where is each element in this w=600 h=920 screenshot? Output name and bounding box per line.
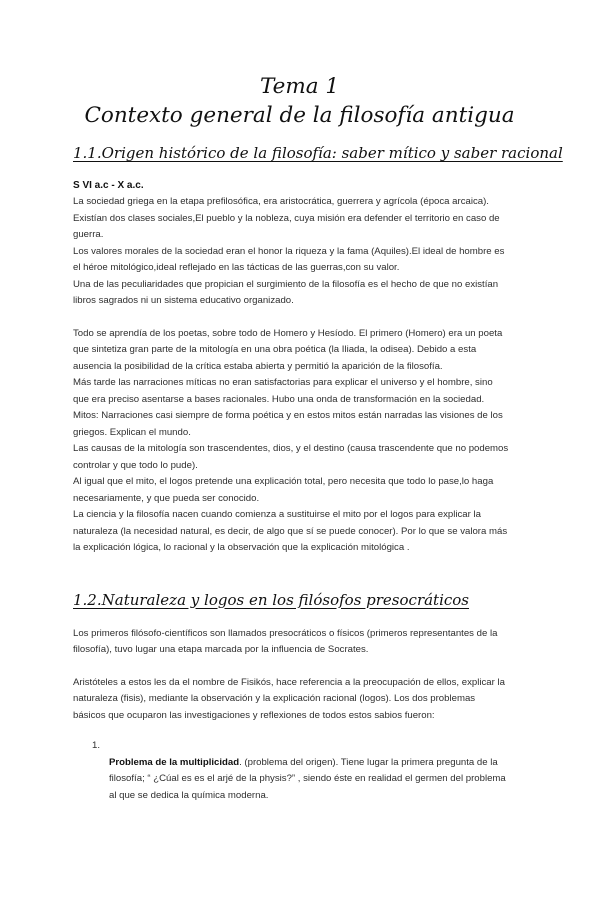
section-2-paragraph-2: Aristóteles a estos les da el nombre de Fisikós, hace referencia a la preocupación de ellos, explicar la naturaleza (fisis), mediante la observación y la explicación racional (logos). Los dos problemas básicos que ocuparon las investigaciones y reflexiones de todos estos sabios fueron: xyxy=(73,676,505,721)
list-item xyxy=(73,738,526,804)
list-item-number: 1. xyxy=(92,740,101,751)
section-1-paragraph-2: Todo se aprendía de los poetas, sobre todo de Homero y Hesíodo. El primero (Homero) era un poeta que sintetiza gran parte de la mitología en una obra poética (la Iliada, la odisea). Debido a esta ausencia la posibilidad de la crítica estaba abierta y permitió la aparición de la filosofía. Más tarde las narraciones míticas no eran satisfactorias para explicar el universo y el hombre, sino que era preciso asentarse a bases racionales. Hubo una onda de transformación en la sociedad. Mitos: Narraciones casi siempre de forma poética y en estos mitos están narradas las visiones de los griegos. Explican el mundo. Las causas de la mitología son trascendentes, dios, y el destino (causa trascendente que no podemos controlar y que todo lo pude). Al igual que el mito, el logos pretende una explicación total, pero necesita que todo lo pase,lo haga necesariamente, y que pueda ser conocido. La ciencia y la filosofía nacen cuando comienza a sustituirse el mito por el logos para explicar la naturaleza (la necesidad natural, es decir, de algo que sí se puede conocer). Por lo que se valora más la explicación lógica, lo racional y la observación que la explicación mitológica . xyxy=(73,327,509,553)
document-page xyxy=(0,72,600,920)
document-title xyxy=(73,72,526,130)
section-2-heading: 1.2.Naturaleza y logos en los filósofos presocráticos xyxy=(73,590,470,609)
section-1-heading: 1.1.Origen histórico de la filosofía: saber mítico y saber racional xyxy=(73,144,563,162)
title-line-2: Contexto general de la filosofía antigua xyxy=(84,103,515,128)
list-item-text: . (problema del origen). Tiene lugar la primera pregunta de la filosofía; “ ¿Cúal es es el arjé de la physis?” , siendo éste en realidad el germen del problema al que se dedica la química moderna. xyxy=(109,756,506,801)
section-2-paragraph-1: Los primeros filósofo-científicos son llamados presocráticos o físicos (primeros representantes de la filosofía), tuvo lugar una etapa marcada por la influencia de Socrates. xyxy=(73,627,498,655)
title-line-1: Tema 1 xyxy=(259,74,340,99)
list-item-bold-term: Problema de la multiplicidad xyxy=(109,756,240,768)
section-1-paragraph-1: La sociedad griega en la etapa prefilosófica, era aristocrática, guerrera y agrícola (época arcaica). Existían dos clases sociales,El pueblo y la nobleza, cuya misión era defender el territorio en caso de guerra. Los valores morales de la sociedad eran el honor la riqueza y la fama (Aquiles).El ideal de hombre es el héroe mitológico,ideal reflejado en las tácticas de las guerras,con su valor. Una de las peculiaridades que propician el surgimiento de la filosofía es el hecho de que no existían libros sagrados ni un sistema educativo organizado. xyxy=(73,196,505,306)
section-1-subheading: S VI a.c - X a.c. xyxy=(73,180,144,191)
problems-list xyxy=(73,738,526,804)
